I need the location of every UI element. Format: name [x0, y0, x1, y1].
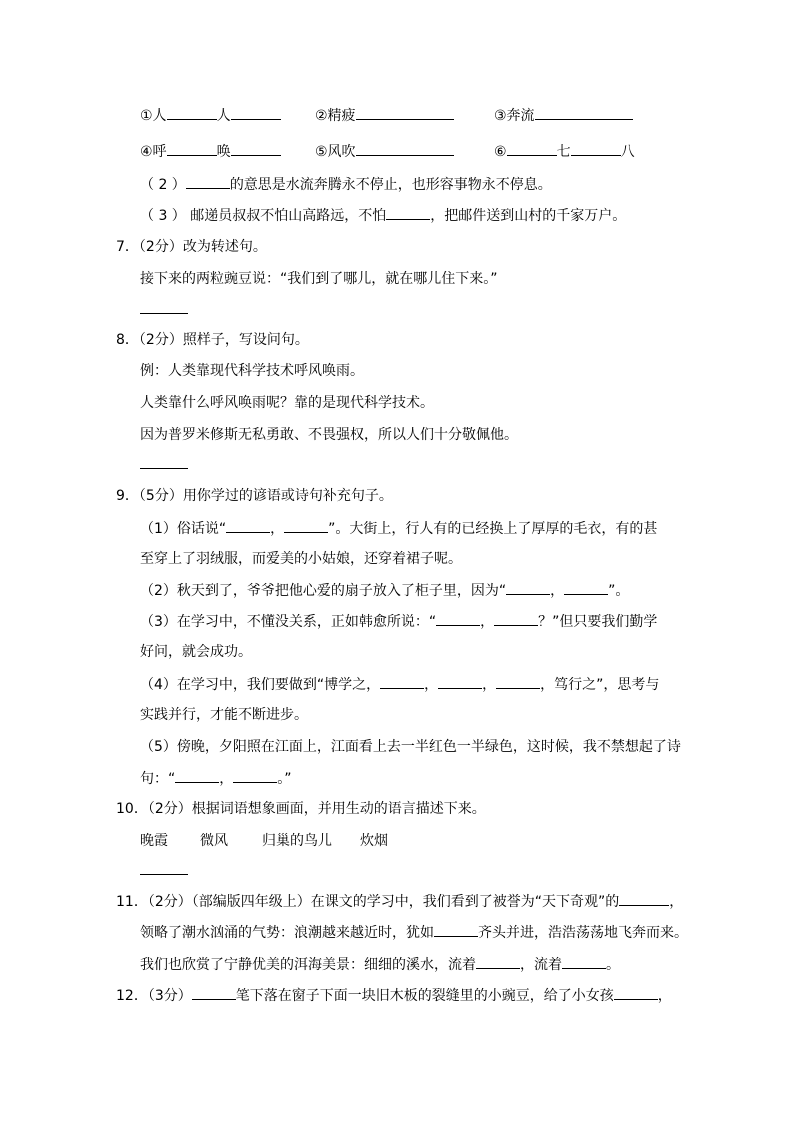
q11-line1: 11．（2分）（部编版四年级上）在课文的学习中，我们看到了被誉为“天下奇观”的 ，: [116, 891, 683, 912]
q10-heading: 10．（2分）根据词语想象画面，并用生动的语言描述下来。: [116, 801, 486, 817]
answer-blank[interactable]: [186, 174, 230, 189]
q7-answer-line[interactable]: [140, 313, 188, 314]
q6-row2-item3: ⑥ 七 八: [494, 141, 635, 161]
q6-row2-item2: ⑤风吹: [315, 141, 454, 161]
answer-blank[interactable]: [167, 141, 217, 156]
q9-item5-line2: 句：“ ， 。”: [140, 768, 292, 789]
q10-answer-line[interactable]: [140, 874, 188, 875]
answer-blank[interactable]: [507, 141, 557, 156]
q9-item4-line2: 实践并行，才能不断进步。: [140, 707, 308, 723]
q7-sentence: 接下来的两粒豌豆说：“我们到了哪儿，就在哪儿住下来。”: [140, 271, 498, 287]
answer-blank[interactable]: [231, 141, 281, 156]
answer-blank[interactable]: [562, 954, 606, 969]
answer-blank[interactable]: [571, 141, 621, 156]
q6-row2-item1: ④呼 唤: [140, 141, 281, 161]
q8-example-answer: 人类靠什么呼风唤雨呢？靠的是现代科学技术。: [140, 395, 434, 411]
answer-blank[interactable]: [564, 580, 608, 595]
answer-blank[interactable]: [614, 985, 658, 1000]
q6-row1-item2: ②精疲: [315, 105, 454, 125]
q10-word: 归巢的鸟儿: [262, 833, 332, 849]
q9-item1-line2: 至穿上了羽绒服，而爱美的小姑娘，还穿着裙子呢。: [140, 551, 462, 567]
answer-blank[interactable]: [284, 518, 328, 533]
q10-word: 晚霞: [140, 833, 168, 849]
answer-blank[interactable]: [506, 580, 550, 595]
q12-line1: 12．（3分） 笔下落在窗子下面一块旧木板的裂缝里的小豌豆，给了小女孩 ，: [116, 985, 672, 1006]
answer-blank[interactable]: [192, 985, 236, 1000]
q10-word: 炊烟: [360, 833, 388, 849]
q7-heading: 7．（2分）改为转述句。: [116, 239, 267, 255]
q8-example: 例：人类靠现代科学技术呼风唤雨。: [140, 363, 364, 379]
answer-blank[interactable]: [231, 105, 281, 120]
answer-blank[interactable]: [233, 768, 277, 783]
q6-sub2: （ 2 ） 的意思是水流奔腾永不停止，也形容事物永不停息。: [140, 174, 552, 195]
answer-blank[interactable]: [434, 922, 478, 937]
answer-blank[interactable]: [436, 611, 480, 626]
answer-blank[interactable]: [619, 891, 669, 906]
q6-row1-item1: ①人 人: [140, 105, 281, 125]
q11-line3: 我们也欣赏了宁静优美的洱海美景：细细的溪水，流着 ，流着 。: [140, 954, 620, 975]
answer-blank[interactable]: [386, 205, 430, 220]
answer-blank[interactable]: [356, 141, 454, 156]
q9-heading: 9．（5分）用你学过的谚语或诗句补充句子。: [116, 488, 393, 504]
q11-line2: 领略了潮水汹涌的气势：浪潮越来越近时，犹如 齐头并进，浩浩荡荡地飞奔而来。: [140, 922, 688, 943]
q6-row1-item3: ③奔流: [494, 105, 633, 125]
q9-item2: （2）秋天到了，爷爷把他心爱的扇子放入了柜子里，因为“ ， ”。: [140, 580, 629, 601]
q9-item1-line1: （1）俗话说“ ， ”。大街上，行人有的已经换上了厚厚的毛衣，有的甚: [140, 518, 657, 539]
answer-blank[interactable]: [226, 518, 270, 533]
answer-blank[interactable]: [496, 674, 540, 689]
q8-answer-line[interactable]: [140, 468, 188, 469]
q10-word: 微风: [200, 833, 228, 849]
answer-blank[interactable]: [494, 611, 538, 626]
q8-sentence: 因为普罗米修斯无私勇敢、不畏强权，所以人们十分敬佩他。: [140, 427, 518, 443]
q8-heading: 8．（2分）照样子，写设问句。: [116, 332, 309, 348]
answer-blank[interactable]: [438, 674, 482, 689]
answer-blank[interactable]: [476, 954, 520, 969]
answer-blank[interactable]: [535, 105, 633, 120]
answer-blank[interactable]: [175, 768, 219, 783]
q9-item4-line1: （4）在学习中，我们要做到“博学之， ， ， ，笃行之”，思考与: [140, 674, 659, 695]
q9-item3-line2: 好问，就会成功。: [140, 644, 252, 660]
q9-item3-line1: （3）在学习中，不懂没关系，正如韩愈所说：“ ， ？”但只要我们勤学: [140, 611, 657, 632]
q9-item5-line1: （5）傍晚，夕阳照在江面上，江面看上去一半红色一半绿色，这时候，我不禁想起了诗: [140, 739, 681, 755]
q6-sub3: （ 3 ） 邮递员叔叔不怕山高路远，不怕 ，把邮件送到山村的千家万户。: [140, 205, 626, 226]
answer-blank[interactable]: [167, 105, 217, 120]
answer-blank[interactable]: [380, 674, 424, 689]
answer-blank[interactable]: [356, 105, 454, 120]
